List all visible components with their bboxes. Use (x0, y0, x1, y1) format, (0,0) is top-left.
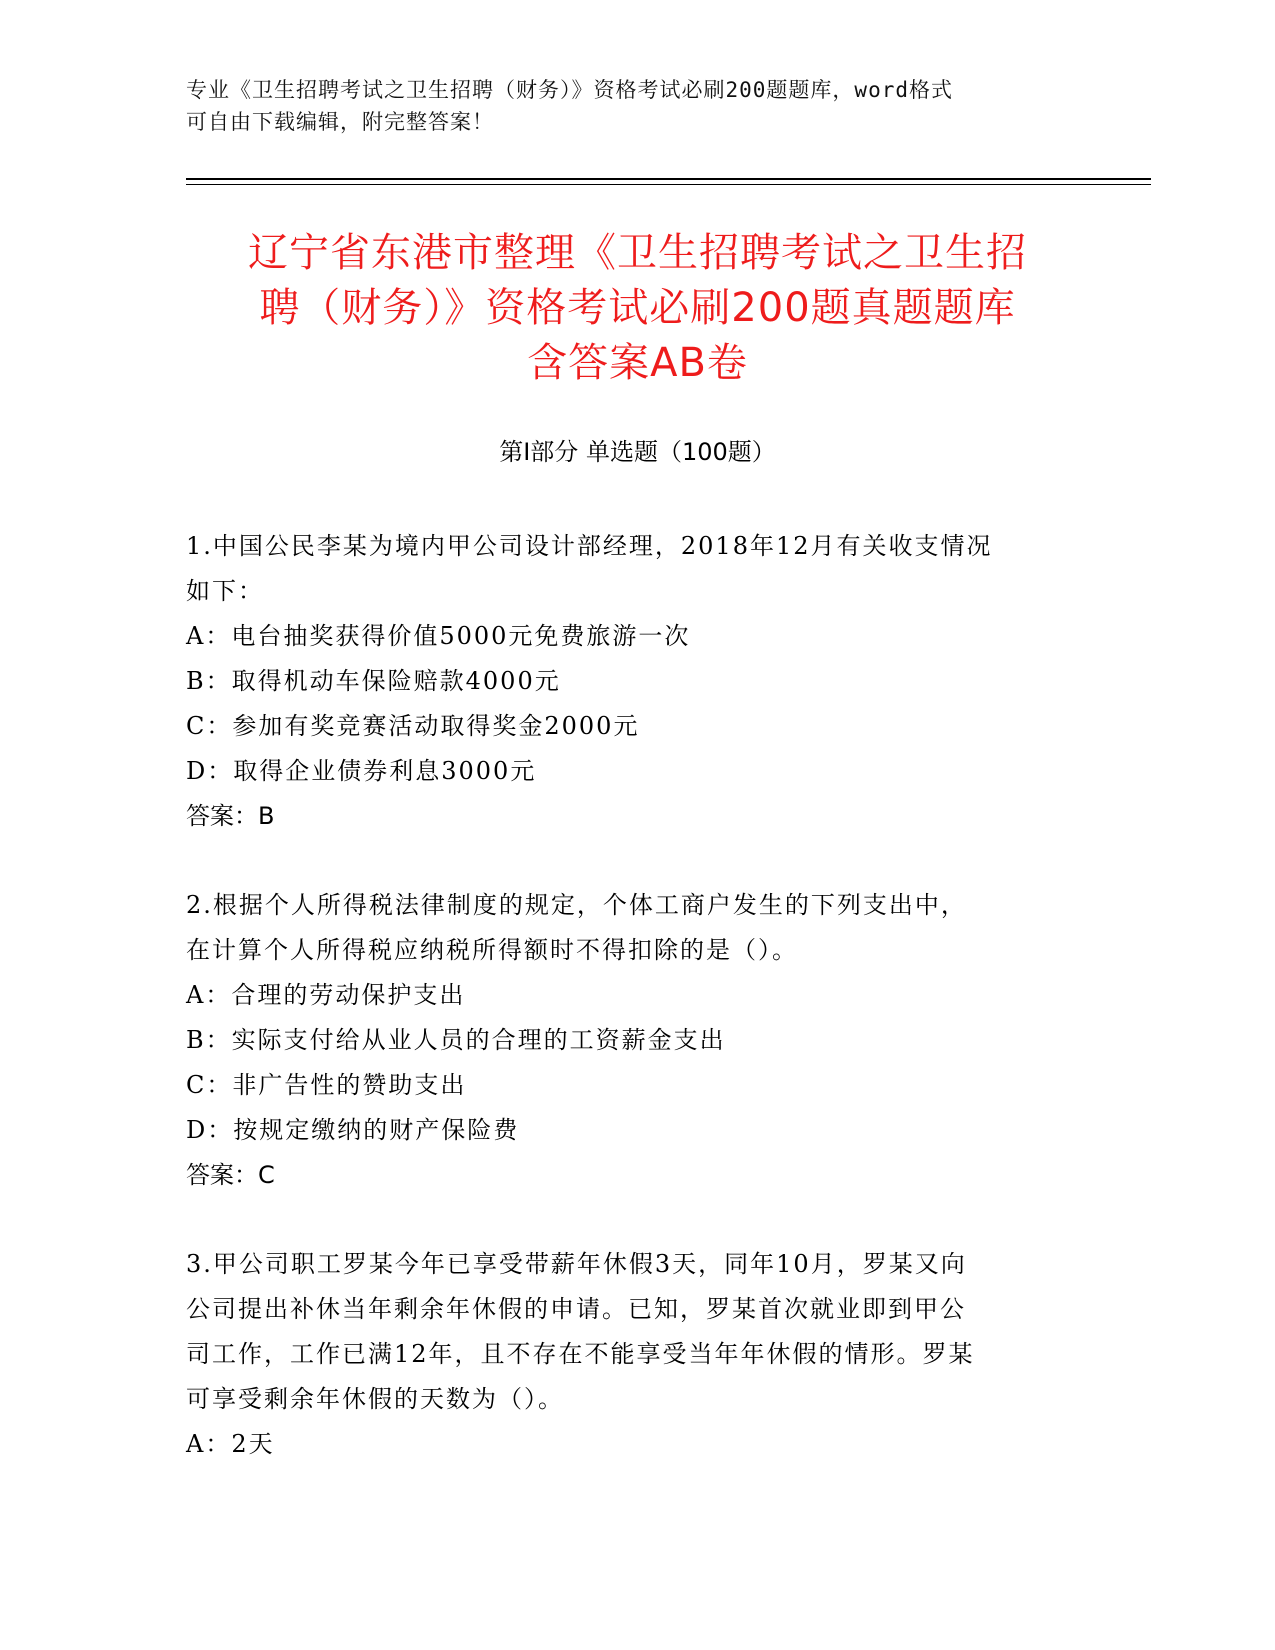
question-text-line: 如下： (186, 577, 264, 605)
header-note-line-1: 专业《卫生招聘考试之卫生招聘（财务）》资格考试必刷200题题库，word格式 (186, 78, 953, 102)
option-b: B：取得机动车保险赔款4000元 (186, 667, 561, 695)
option-d: D：按规定缴纳的财产保险费 (186, 1116, 520, 1144)
document-title (160, 226, 1115, 391)
answer: 答案：C (186, 1161, 275, 1189)
question-text-line: 2.根据个人所得税法律制度的规定，个体工商户发生的下列支出中， (186, 891, 967, 919)
title-line-2: 聘（财务）》资格考试必刷200题真题题库 (259, 285, 1016, 331)
question-text-line: 司工作，工作已满12年，且不存在不能享受当年年休假的情形。罗某 (186, 1340, 975, 1368)
header-note-line-2: 可自由下载编辑，附完整答案！ (186, 110, 494, 134)
option-a: A：合理的劳动保护支出 (186, 981, 466, 1009)
title-line-3: 含答案AB卷 (527, 340, 748, 386)
question-text-line: 可享受剩余年休假的天数为（）。 (186, 1385, 564, 1413)
section-title: 第I部分 单选题（100题） (499, 438, 776, 466)
option-c: C：参加有奖竞赛活动取得奖金2000元 (186, 712, 640, 740)
question-text-line: 公司提出补休当年剩余年休假的申请。已知，罗某首次就业即到甲公 (186, 1295, 966, 1323)
option-d: D：取得企业债券利息3000元 (186, 757, 537, 785)
title-line-1: 辽宁省东港市整理《卫生招聘考试之卫生招 (248, 230, 1027, 276)
option-a: A：2天 (186, 1430, 275, 1458)
header-divider-thick (186, 178, 1151, 180)
question-text-line: 1.中国公民李某为境内甲公司设计部经理，2018年12月有关收支情况 (186, 532, 993, 560)
header-divider-thin (186, 184, 1151, 185)
question-text-line: 3.甲公司职工罗某今年已享受带薪年休假3天，同年10月，罗某又向 (186, 1250, 967, 1278)
option-b: B：实际支付给从业人员的合理的工资薪金支出 (186, 1026, 726, 1054)
answer: 答案：B (186, 802, 275, 830)
option-a: A：电台抽奖获得价值5000元免费旅游一次 (186, 622, 691, 650)
question-2 (186, 883, 1086, 1198)
question-1 (186, 524, 1086, 839)
question-text-line: 在计算个人所得税应纳税所得额时不得扣除的是（）。 (186, 936, 798, 964)
question-list (186, 524, 1086, 1511)
document-header-note (186, 74, 1066, 138)
option-c: C：非广告性的赞助支出 (186, 1071, 467, 1099)
question-3 (186, 1242, 1086, 1467)
